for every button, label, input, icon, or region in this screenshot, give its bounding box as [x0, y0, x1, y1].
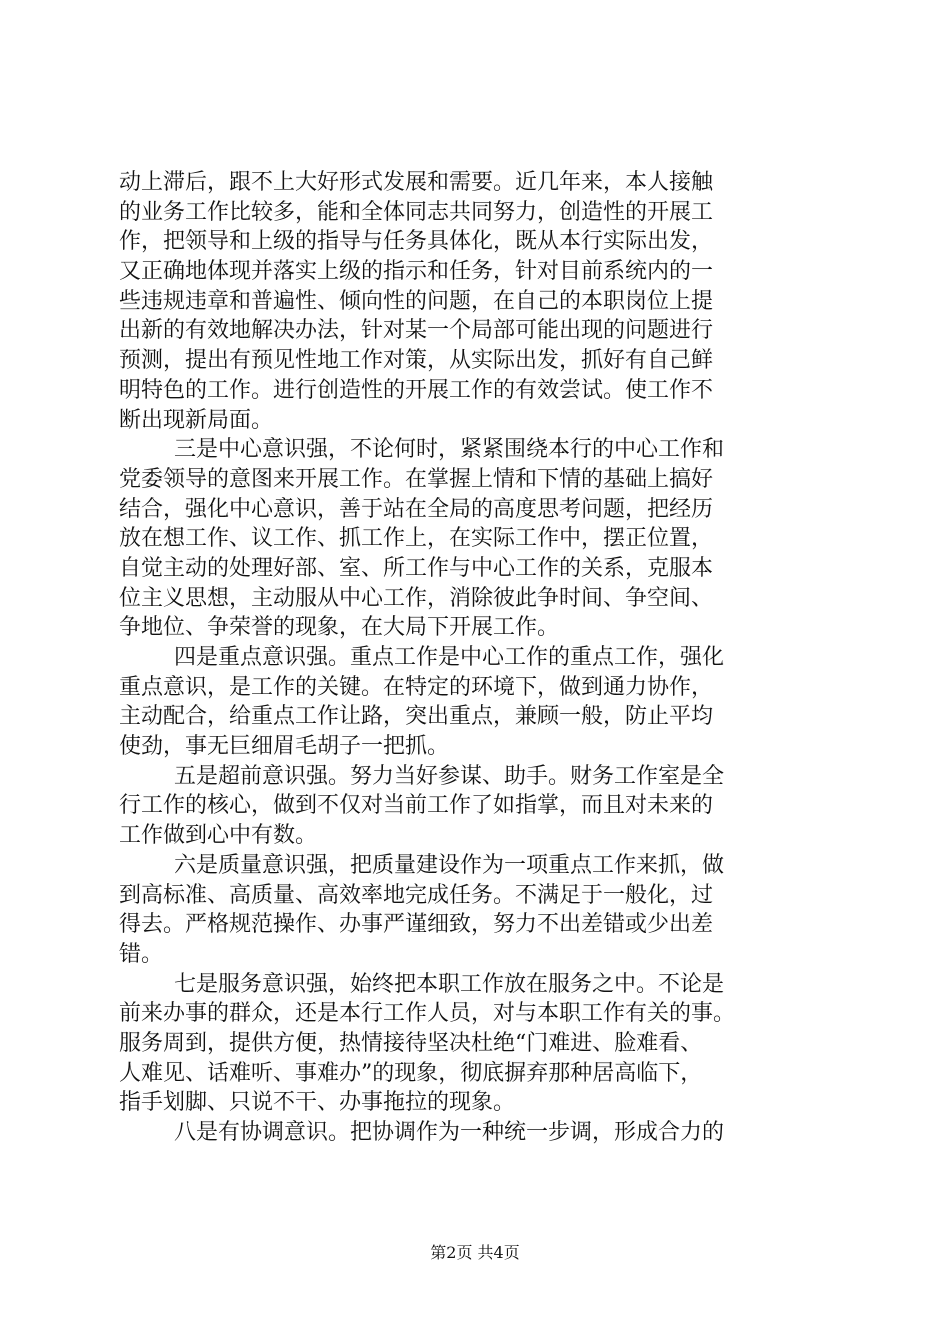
text-line: 错。	[119, 941, 164, 967]
text-line: 些违规违章和普遍性、倾向性的问题，在自己的本职岗位上提	[119, 288, 714, 314]
text-line: 工作做到心中有数。	[119, 823, 318, 849]
text-line: 作，把领导和上级的指导与任务具体化，既从本行实际出发，	[119, 229, 714, 255]
page-number-label: 第2页 共4页	[430, 1243, 520, 1262]
text-line: 使劲，事无巨细眉毛胡子一把抓。	[119, 734, 450, 760]
text-line: 得去。严格规范操作、办事严谨细致，努力不出差错或少出差	[119, 912, 714, 938]
text-line: 服务周到，提供方便，热情接待坚决杜绝“门难进、脸难看、	[119, 1030, 703, 1056]
paragraph-first-line: 六是质量意识强，把质量建设作为一项重点工作来抓，做	[174, 852, 725, 878]
text-line: 党委领导的意图来开展工作。在掌握上情和下情的基础上搞好	[119, 466, 714, 492]
text-line: 指手划脚、只说不干、办事拖拉的现象。	[119, 1090, 516, 1116]
text-line: 重点意识，是工作的关键。在特定的环境下，做到通力协作，	[119, 674, 714, 700]
text-line: 出新的有效地解决办法，针对某一个局部可能出现的问题进行	[119, 318, 714, 344]
text-line: 又正确地体现并落实上级的指示和任务，针对目前系统内的一	[119, 259, 714, 285]
paragraph-first-line: 三是中心意识强，不论何时，紧紧围绕本行的中心工作和	[174, 437, 725, 463]
text-line: 到高标准、高质量、高效率地完成任务。不满足于一般化，过	[119, 882, 714, 908]
text-line: 结合，强化中心意识，善于站在全局的高度思考问题，把经历	[119, 496, 714, 522]
paragraph-first-line: 八是有协调意识。把协调作为一种统一步调，形成合力的	[174, 1120, 725, 1145]
page-footer	[0, 1243, 950, 1263]
document-body	[119, 168, 833, 1148]
text-line: 人难见、话难听、事难办”的现象，彻底摒弃那种居高临下，	[119, 1060, 703, 1086]
text-line: 动上滞后，跟不上大好形式发展和需要。近几年来，本人接触	[119, 170, 714, 195]
text-line: 位主义思想，主动服从中心工作，消除彼此争时间、争空间、	[119, 585, 714, 611]
text-line: 预测，提出有预见性地工作对策，从实际出发，抓好有自己鲜	[119, 348, 714, 374]
text-line: 争地位、争荣誉的现象，在大局下开展工作。	[119, 615, 560, 641]
text-line: 前来办事的群众，还是本行工作人员，对与本职工作有关的事。	[119, 1001, 736, 1027]
text-line: 的业务工作比较多，能和全体同志共同努力，创造性的开展工	[119, 199, 714, 225]
text-line: 放在想工作、议工作、抓工作上，在实际工作中，摆正位置，	[119, 526, 714, 552]
text-line: 断出现新局面。	[119, 407, 274, 433]
paragraph-first-line: 四是重点意识强。重点工作是中心工作的重点工作，强化	[174, 645, 725, 670]
paragraph-first-line: 五是超前意识强。努力当好参谋、助手。财务工作室是全	[174, 763, 725, 789]
text-line: 自觉主动的处理好部、室、所工作与中心工作的关系，克服本	[119, 555, 714, 581]
paragraph-first-line: 七是服务意识强，始终把本职工作放在服务之中。不论是	[174, 971, 725, 997]
text-line: 主动配合，给重点工作让路，突出重点，兼顾一般，防止平均	[119, 704, 714, 730]
text-line: 明特色的工作。进行创造性的开展工作的有效尝试。使工作不	[119, 377, 714, 403]
text-line: 行工作的核心，做到不仅对当前工作了如指掌，而且对未来的	[119, 793, 714, 819]
